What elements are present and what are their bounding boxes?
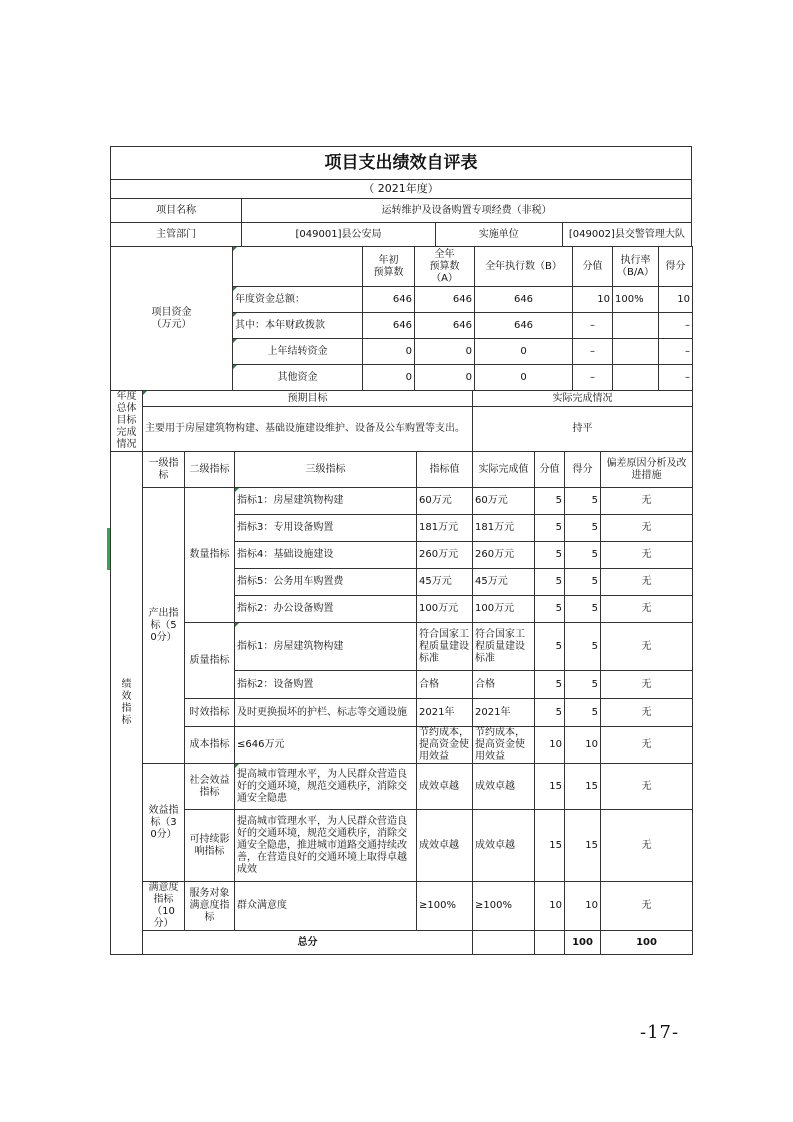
indicator-name: 指标1：房屋建筑物构建 (235, 623, 417, 671)
indicator-note: 无 (601, 810, 693, 882)
funds-row-name: 其他资金 (233, 365, 363, 391)
indicator-note: 无 (601, 542, 693, 569)
indicator-target: 成效卓越 (417, 810, 473, 882)
goals-expected-header: 预期目标 (143, 391, 473, 407)
table-row (111, 488, 693, 515)
indicator-name: 及时更换损坏的护栏、标志等交通设施 (235, 699, 417, 727)
funds-header-full: 全年 预算数 （A） (415, 247, 475, 287)
funds-row-exec: 646 (475, 287, 573, 313)
funds-header-score: 得分 (659, 247, 693, 287)
goals-expected: 主要用于房屋建筑物构建、基础设施建设维护、设备及公车购置等支出。 (143, 407, 473, 452)
indicator-score: 5 (565, 542, 601, 569)
indicator-note: 无 (601, 882, 693, 931)
total-blank-2 (535, 931, 565, 955)
indicator-score: 5 (565, 488, 601, 515)
indicator-table (110, 451, 693, 955)
indicator-name: 指标3：专用设备购置 (235, 515, 417, 542)
indicator-val: 5 (535, 515, 565, 542)
sustain-label: 可持续影响指标 (185, 810, 235, 882)
table-row (111, 810, 693, 882)
header-level1: 一级指标 (143, 452, 185, 488)
indicator-section-text: 绩效指标 (121, 679, 132, 726)
funds-row-rate (613, 339, 659, 365)
funds-row-score: – (659, 365, 693, 391)
indicator-val: 5 (535, 623, 565, 671)
total-row (111, 931, 693, 955)
funds-row-name: 上年结转资金 (233, 339, 363, 365)
funds-row-score: – (659, 313, 693, 339)
funds-header-blank (233, 247, 363, 287)
funds-row-init: 0 (363, 365, 415, 391)
funds-row-score: 10 (659, 287, 693, 313)
indicator-val: 15 (535, 810, 565, 882)
header-target: 指标值 (417, 452, 473, 488)
indicator-actual: 60万元 (473, 488, 535, 515)
indicator-note: 无 (601, 671, 693, 699)
indicator-note: 无 (601, 488, 693, 515)
funds-row-rate (613, 313, 659, 339)
total-score: 100 (601, 931, 693, 955)
indicator-score: 5 (565, 569, 601, 596)
page-title: 项目支出绩效自评表 (111, 147, 692, 180)
indicator-note: 无 (601, 727, 693, 764)
indicator-val: 5 (535, 569, 565, 596)
indicator-section-label (111, 452, 143, 955)
indicator-score: 10 (565, 882, 601, 931)
benefit-label-text: 效益指标（30分） (148, 804, 179, 840)
goals-label-text: 年度总体目标完成情况 (116, 391, 137, 450)
indicator-target: 符合国家工程质量建设标准 (417, 623, 473, 671)
indicator-name: 指标2：办公设备购置 (235, 596, 417, 623)
impl-label: 实施单位 (435, 223, 562, 247)
indicator-name: 指标5：公务用车购置费 (235, 569, 417, 596)
funds-row-score: – (659, 339, 693, 365)
indicator-note: 无 (601, 699, 693, 727)
indicator-score: 15 (565, 810, 601, 882)
indicator-score: 10 (565, 727, 601, 764)
indicator-target: 60万元 (417, 488, 473, 515)
indicator-val: 15 (535, 764, 565, 810)
indicator-name: 提高城市管理水平，为人民群众营造良好的交通环境，规范交通秩序，消除交通安全隐患 (235, 764, 417, 810)
indicator-actual: 45万元 (473, 569, 535, 596)
table-row (111, 727, 693, 764)
header-val: 分值 (535, 452, 565, 488)
indicator-actual: 成效卓越 (473, 764, 535, 810)
indicator-target: 2021年 (417, 699, 473, 727)
funds-row-init: 0 (363, 339, 415, 365)
benefit-label (143, 764, 185, 882)
funds-row-full: 0 (415, 339, 475, 365)
project-name-label: 项目名称 (111, 199, 242, 223)
dept-value: [049001]县公安局 (242, 223, 436, 247)
total-val: 100 (565, 931, 601, 955)
funds-row-init: 646 (363, 287, 415, 313)
indicator-target: 节约成本，提高资金使用效益 (417, 727, 473, 764)
dept-label: 主管部门 (111, 223, 242, 247)
indicator-target: 260万元 (417, 542, 473, 569)
funds-row-full: 646 (415, 287, 475, 313)
header-score: 得分 (565, 452, 601, 488)
indicator-target: 181万元 (417, 515, 473, 542)
indicator-val: 10 (535, 882, 565, 931)
funds-row-name: 其中：本年财政拨款 (233, 313, 363, 339)
indicator-note: 无 (601, 764, 693, 810)
header-level3: 三级指标 (235, 452, 417, 488)
table-row (111, 699, 693, 727)
indicator-val: 5 (535, 596, 565, 623)
indicator-target: 成效卓越 (417, 764, 473, 810)
project-name: 运转维护及设备购置专项经费（非税） (242, 199, 692, 223)
goals-table (110, 390, 693, 452)
indicator-name: 指标1：房屋建筑物构建 (235, 488, 417, 515)
funds-row-score-val: – (573, 339, 613, 365)
indicator-score: 5 (565, 623, 601, 671)
indicator-val: 5 (535, 671, 565, 699)
indicator-actual: 符合国家工程质量建设标准 (473, 623, 535, 671)
funds-header-exec: 全年执行数（B） (475, 247, 573, 287)
funds-row-score-val: 10 (573, 287, 613, 313)
impl-value: [049002]县交警管理大队 (562, 223, 691, 247)
indicator-actual: ≥100% (473, 882, 535, 931)
indicator-actual: 节约成本，提高资金使用效益 (473, 727, 535, 764)
quantity-label: 数量指标 (185, 488, 235, 623)
evaluation-sheet (110, 146, 692, 955)
funds-header-rate: 执行率 （B/A） (613, 247, 659, 287)
cost-label: 成本指标 (185, 727, 235, 764)
table-row (111, 882, 693, 931)
funds-row-score-val: – (573, 313, 613, 339)
header-note: 偏差原因分析及改进措施 (601, 452, 693, 488)
indicator-actual: 2021年 (473, 699, 535, 727)
output-label (143, 488, 185, 764)
indicator-name: 指标4：基础设施建设 (235, 542, 417, 569)
indicator-score: 5 (565, 699, 601, 727)
funds-label: 项目资金 （万元） (111, 247, 233, 391)
indicator-score: 5 (565, 671, 601, 699)
indicator-note: 无 (601, 569, 693, 596)
funds-row-exec: 0 (475, 339, 573, 365)
total-label: 总分 (143, 931, 473, 955)
funds-header-score-val: 分值 (573, 247, 613, 287)
output-label-text: 产出指标（50分） (148, 607, 179, 643)
indicator-score: 5 (565, 596, 601, 623)
indicator-val: 5 (535, 699, 565, 727)
indicator-name: 群众满意度 (235, 882, 417, 931)
funds-row-exec: 0 (475, 365, 573, 391)
funds-row-exec: 646 (475, 313, 573, 339)
indicator-name: ≤646万元 (235, 727, 417, 764)
funds-row-init: 646 (363, 313, 415, 339)
satisfaction-label: 满意度指标（10分） (143, 882, 185, 931)
table-row (111, 623, 693, 671)
indicator-actual: 成效卓越 (473, 810, 535, 882)
funds-row-score-val: – (573, 365, 613, 391)
evaluation-table (110, 146, 692, 247)
year-label: （ 2021年度） (111, 180, 692, 199)
goals-actual-header: 实际完成情况 (473, 391, 693, 407)
funds-row-full: 646 (415, 313, 475, 339)
page-number: -17- (640, 1022, 680, 1043)
timeliness-label: 时效指标 (185, 699, 235, 727)
indicator-note: 无 (601, 596, 693, 623)
indicator-note: 无 (601, 623, 693, 671)
goals-label (111, 391, 143, 452)
quality-label: 质量指标 (185, 623, 235, 699)
indicator-note: 无 (601, 515, 693, 542)
total-blank-1 (473, 931, 535, 955)
indicator-val: 10 (535, 727, 565, 764)
indicator-score: 15 (565, 764, 601, 810)
indicator-name: 提高城市管理水平，为人民群众营造良好的交通环境，规范交通秩序，消除交通安全隐患，推进城市道路交通持续改善，在营造良好的交通环境上取得卓越成效 (235, 810, 417, 882)
indicator-target: ≥100% (417, 882, 473, 931)
indicator-target: 合格 (417, 671, 473, 699)
funds-table (110, 246, 693, 391)
indicator-target: 100万元 (417, 596, 473, 623)
indicator-actual: 100万元 (473, 596, 535, 623)
funds-row-rate (613, 365, 659, 391)
indicator-val: 5 (535, 542, 565, 569)
table-row (111, 764, 693, 810)
indicator-actual: 合格 (473, 671, 535, 699)
funds-row-name: 年度资金总额： (233, 287, 363, 313)
funds-row-rate: 100% (613, 287, 659, 313)
funds-row-full: 0 (415, 365, 475, 391)
indicator-actual: 260万元 (473, 542, 535, 569)
indicator-actual: 181万元 (473, 515, 535, 542)
service-label: 服务对象满意度指标 (185, 882, 235, 931)
header-actual: 实际完成值 (473, 452, 535, 488)
indicator-score: 5 (565, 515, 601, 542)
indicator-target: 45万元 (417, 569, 473, 596)
goals-actual: 持平 (473, 407, 693, 452)
header-level2: 二级指标 (185, 452, 235, 488)
funds-header-init: 年初 预算数 (363, 247, 415, 287)
indicator-val: 5 (535, 488, 565, 515)
social-label: 社会效益指标 (185, 764, 235, 810)
indicator-name: 指标2：设备购置 (235, 671, 417, 699)
